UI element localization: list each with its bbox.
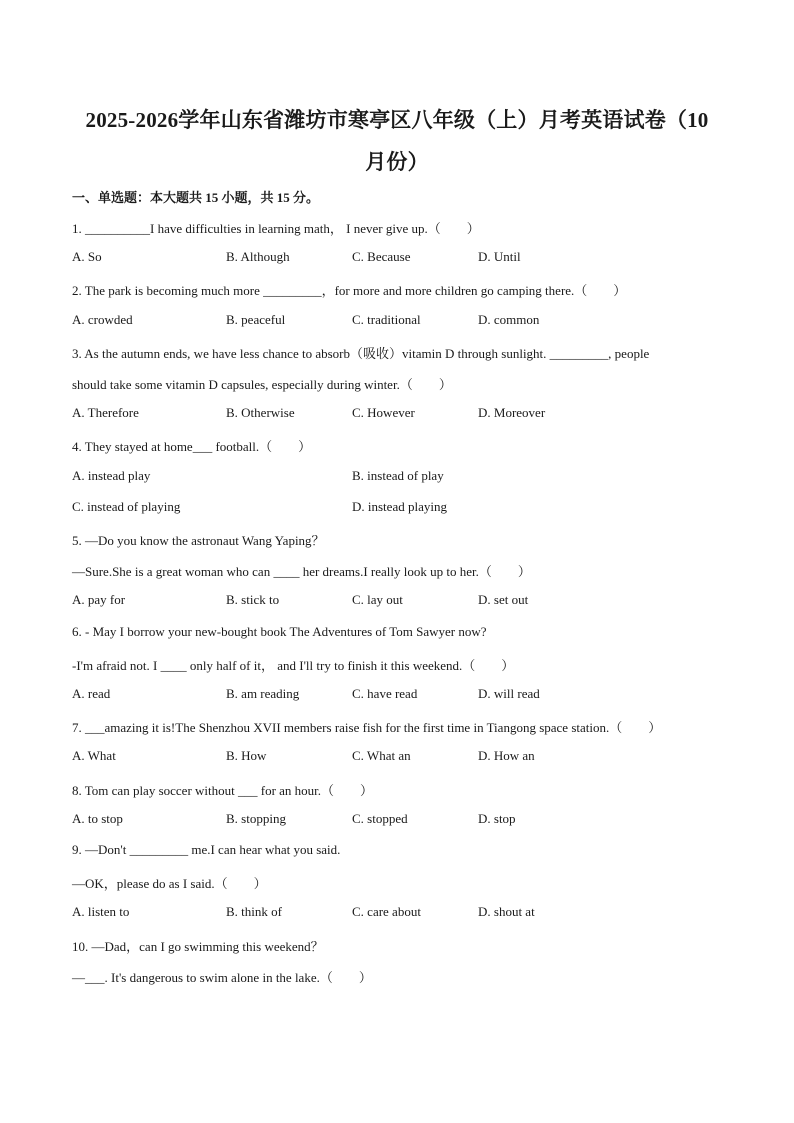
q2-option-d: D. common <box>478 312 540 327</box>
q5-option-a: A. pay for <box>72 592 126 607</box>
q8-option-d: D. stop <box>478 811 516 826</box>
q9-option-b: B. think of <box>226 904 282 919</box>
q7-option-b: B. How <box>226 748 267 763</box>
question-10-text: 10. —Dad，can I go swimming this weekend？ <box>72 939 324 954</box>
question-10-text-cont: —___. It's dangerous to swim alone in the lake.（ ） <box>72 970 372 985</box>
q5-option-b: B. stick to <box>226 592 280 607</box>
question-8-text: 8. Tom can play soccer without ___ for an hour.（ ） <box>72 783 374 798</box>
q3-option-d: D. Moreover <box>478 405 546 420</box>
q2-option-c: C. traditional <box>352 312 421 327</box>
question-5-text-cont: —Sure.She is a great woman who can ____ her dreams.I really look up to her.（ ） <box>72 564 531 579</box>
q7-option-a: A. What <box>72 748 116 763</box>
q8-option-a: A. to stop <box>72 811 123 826</box>
q4-option-d: D. instead playing <box>352 499 447 514</box>
q4-option-b: B. instead of play <box>352 468 444 483</box>
q1-option-d: D. Until <box>478 249 521 264</box>
question-5-text: 5. —Do you know the astronaut Wang Yaping？ <box>72 533 325 548</box>
q3-option-c: C. However <box>352 405 415 420</box>
q6-option-a: A. read <box>72 686 111 701</box>
section-heading: 一、单选题：本大题共 15 小题，共 15 分。 <box>72 190 320 205</box>
question-4-text: 4. They stayed at home___ football.（ ） <box>72 439 312 454</box>
question-7-text: 7. ___amazing it is!The Shenzhou XVII members raise fish for the first time in Tiangong space station.（ ） <box>72 720 662 735</box>
q7-option-c: C. What an <box>352 748 411 763</box>
question-3-text-cont: should take some vitamin D capsules, especially during winter.（ ） <box>72 377 452 392</box>
q6-option-b: B. am reading <box>226 686 300 701</box>
question-1-text: 1. __________I have difficulties in learning math， I never give up.（ ） <box>72 221 480 236</box>
q5-option-d: D. set out <box>478 592 529 607</box>
question-6-text-cont: -I'm afraid not. I ____ only half of it， and I'll try to finish it this weekend.（ ） <box>72 658 515 673</box>
q4-option-a: A. instead play <box>72 468 151 483</box>
exam-title-line1: 2025-2026学年山东省潍坊市寒亭区八年级（上）月考英语试卷（10 <box>85 108 709 132</box>
question-9-text-cont: —OK，please do as I said.（ ） <box>72 876 267 891</box>
q2-option-b: B. peaceful <box>226 312 286 327</box>
q3-option-a: A. Therefore <box>72 405 139 420</box>
q6-option-d: D. will read <box>478 686 540 701</box>
question-2-text: 2. The park is becoming much more _________，for more and more children go camping there.（ ） <box>72 283 627 298</box>
q8-option-b: B. stopping <box>226 811 286 826</box>
q7-option-d: D. How an <box>478 748 535 763</box>
q8-option-c: C. stopped <box>352 811 408 826</box>
q1-option-a: A. So <box>72 249 102 264</box>
q1-option-b: B. Although <box>226 249 290 264</box>
question-9-text: 9. —Don't _________ me.I can hear what you said. <box>72 842 341 857</box>
q9-option-d: D. shout at <box>478 904 535 919</box>
question-3-text: 3. As the autumn ends, we have less chance to absorb（吸收）vitamin D through sunlight. _________, people <box>72 346 650 361</box>
q5-option-c: C. lay out <box>352 592 403 607</box>
q3-option-b: B. Otherwise <box>226 405 295 420</box>
q4-option-c: C. instead of playing <box>72 499 181 514</box>
q9-option-c: C. care about <box>352 904 421 919</box>
q2-option-a: A. crowded <box>72 312 133 327</box>
question-6-text: 6. - May I borrow your new-bought book The Adventures of Tom Sawyer now? <box>72 624 487 639</box>
exam-title-line2: 月份） <box>365 150 429 174</box>
q6-option-c: C. have read <box>352 686 418 701</box>
q9-option-a: A. listen to <box>72 904 130 919</box>
q1-option-c: C. Because <box>352 249 411 264</box>
